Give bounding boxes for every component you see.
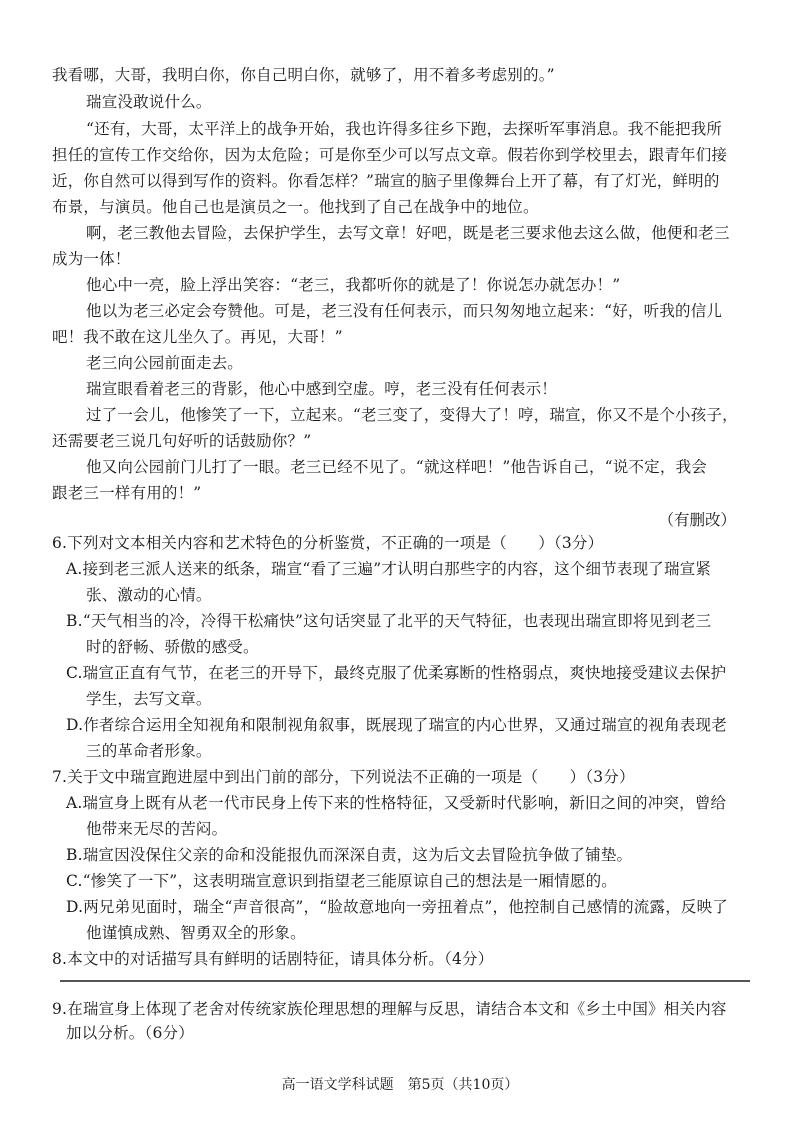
passage-line: 瑞宣眼看着老三的背影，他心中感到空虚。哼，老三没有任何表示！ [86, 380, 558, 398]
question-7-option-d-cont: 他谨慎成熟、智勇双全的形象。 [86, 924, 306, 942]
question-7-option-b: B.瑞宣因没保住父亲的命和没能报仇而深深自责，这为后文去冒险抗争做了铺垫。 [66, 846, 633, 864]
question-6: 6.下列对文本相关内容和艺术特色的分析鉴赏，不正确的一项是（ ）（3分） [52, 534, 604, 552]
passage-line: 他以为老三必定会夸赞他。可是，老三没有任何表示，而只匆匆地立起来：“好，听我的信儿 [86, 302, 723, 320]
question-9: 9.在瑞宣身上体现了老舍对传统家族伦理思想的理解与反思，请结合本文和《乡土中国》相关内容 [52, 1000, 727, 1018]
passage-line: “还有，大哥，太平洋上的战争开始，我也许得多往乡下跑，去探听军事消息。我不能把我所 [86, 120, 723, 138]
passage-line: 还需要老三说几句好听的话鼓励你？” [52, 432, 312, 450]
question-6-option-c-cont: 学生，去写文章。 [86, 690, 212, 708]
answer-divider [60, 980, 750, 982]
question-6-option-b: B.“天气相当的冷，冷得干松痛快”这句话突显了北平的天气特征，也表现出瑞宣即将见到老三 [66, 612, 712, 630]
question-6-option-d-cont: 三的革命者形象。 [86, 742, 212, 760]
passage-line: 他心中一亮，脸上浮出笑容：“老三，我都听你的就是了！你说怎办就怎办！” [86, 276, 621, 294]
passage-line: 近，你自然可以得到写作的资料。你看怎样？”瑞宣的脑子里像舞台上开了幕，有了灯光，鲜明的 [52, 172, 720, 190]
passage-line: 他又向公园前门儿打了一眼。老三已经不见了。“就这样吧！”他告诉自己，“说不定，我会 [86, 458, 707, 476]
question-6-option-c: C.瑞宣正直有气节，在老三的开导下，最终克服了优柔寡断的性格弱点，爽快地接受建议去保护 [66, 664, 727, 682]
question-6-option-a-cont: 张、激动的心情。 [86, 586, 212, 604]
question-7: 7.关于文中瑞宣跑进屋中到出门前的部分，下列说法不正确的一项是（ ）（3分） [52, 768, 635, 786]
passage-line: 跟老三一样有用的！” [52, 484, 202, 502]
edit-note: （有删改） [658, 511, 736, 529]
question-8: 8.本文中的对话描写具有鲜明的话剧特征，请具体分析。（4分） [52, 950, 494, 968]
question-7-option-d: D.两兄弟见面时，瑞全“声音很高”，“脸故意地向一旁扭着点”，他控制自己感情的流露，反映了 [66, 898, 729, 916]
question-6-option-a: A.接到老三派人送来的纸条，瑞宣“看了三遍”才认明白那些字的内容，这个细节表现了瑞宣紧 [66, 560, 712, 578]
question-7-option-c: C.“惨笑了一下”，这表明瑞宣意识到指望老三能原谅自己的想法是一厢情愿的。 [66, 872, 617, 890]
page-footer: 高一语文学科试题 第5页（共10页） [281, 1077, 519, 1093]
passage-line: 吧！我不敢在这儿坐久了。再见，大哥！” [52, 328, 343, 346]
passage-line: 成为一体！ [52, 250, 131, 268]
passage-line: 啊，老三教他去冒险，去保护学生，去写文章！好吧，既是老三要求他去这么做，他便和老三 [86, 224, 730, 242]
passage-line: 瑞宣没敢说什么。 [86, 93, 212, 111]
passage-line: 担任的宣传工作交给你，因为太危险；可是你至少可以写点文章。假若你到学校里去，跟青年们接 [52, 146, 728, 164]
passage-line: 老三向公园前面走去。 [86, 354, 244, 372]
question-6-option-b-cont: 时的舒畅、骄傲的感受。 [86, 638, 259, 656]
question-9-cont: 加以分析。（6分） [66, 1024, 194, 1042]
question-7-option-a: A.瑞宣身上既有从老一代市民身上传下来的性格特征，又受新时代影响，新旧之间的冲突，曾给 [66, 794, 727, 812]
passage-line: 我看哪，大哥，我明白你，你自己明白你，就够了，用不着多考虑别的。” [52, 66, 555, 84]
question-6-option-d: D.作者综合运用全知视角和限制视角叙事，既展现了瑞宣的内心世界，又通过瑞宣的视角表现老 [66, 716, 727, 734]
question-7-option-a-cont: 他带来无尽的苦闷。 [86, 820, 228, 838]
passage-line: 过了一会儿，他惨笑了一下，立起来。“老三变了，变得大了！哼，瑞宣，你又不是个小孩子， [86, 406, 738, 424]
passage-line: 布景，与演员。他自己也是演员之一。他找到了自己在战争中的地位。 [52, 198, 539, 216]
